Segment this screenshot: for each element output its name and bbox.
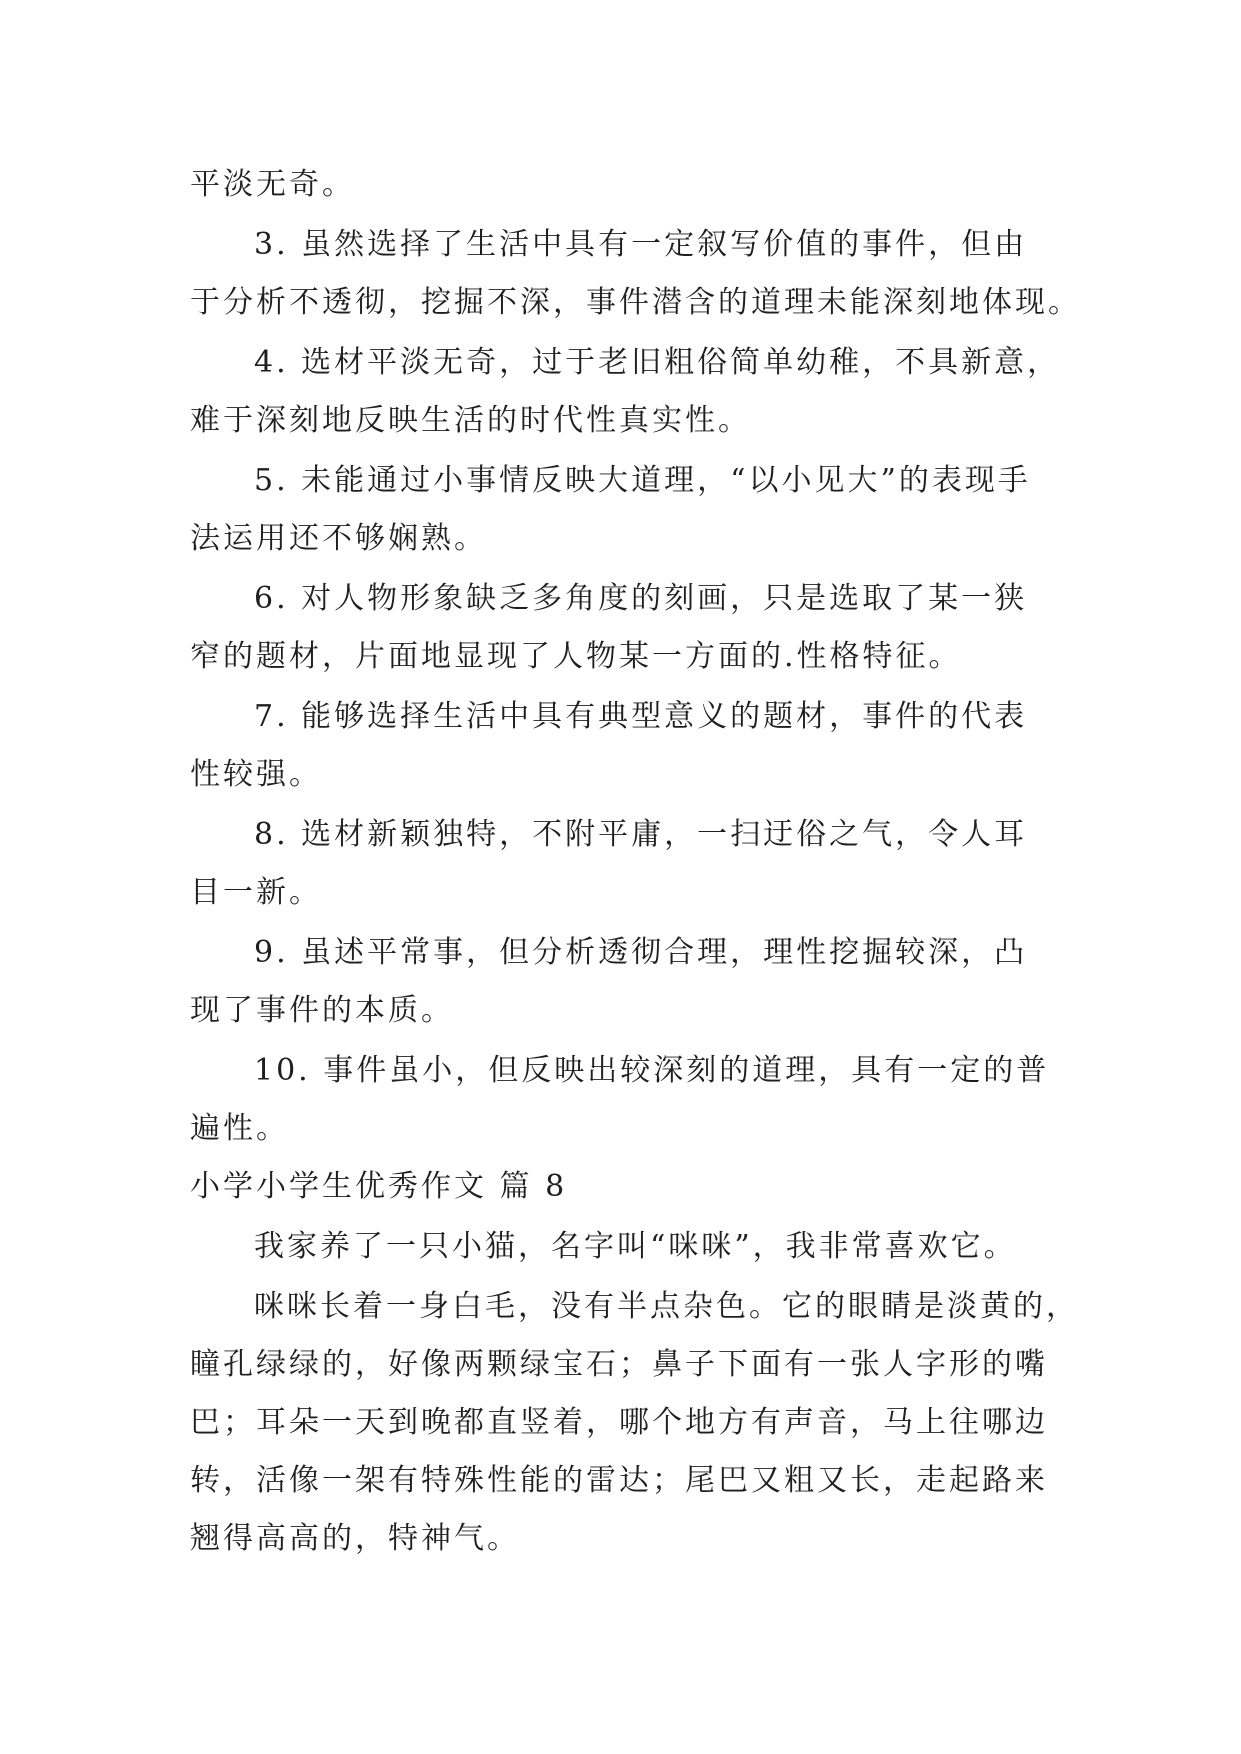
paragraph-line: 3. 虽然选择了生活中具有一定叙写价值的事件，但由 bbox=[254, 227, 1028, 262]
paragraph-line: 10. 事件虽小，但反映出较深刻的道理，具有一定的普 bbox=[254, 1053, 1050, 1088]
paragraph-line: 4. 选材平淡无奇，过于老旧粗俗简单幼稚，不具新意， bbox=[254, 345, 1061, 380]
paragraph-line: 于分析不透彻，挖掘不深，事件潜含的道理未能深刻地体现。 bbox=[190, 285, 1081, 320]
paragraph-line: 窄的题材，片面地显现了人物某一方面的.性格特征。 bbox=[190, 639, 962, 674]
paragraph-line: 难于深刻地反映生活的时代性真实性。 bbox=[190, 403, 751, 438]
essay-line: 巴；耳朵一天到晚都直竖着，哪个地方有声音，马上往哪边 bbox=[190, 1405, 1048, 1440]
paragraph-line: 平淡无奇。 bbox=[190, 167, 355, 202]
paragraph-line: 6. 对人物形象缺乏多角度的刻画，只是选取了某一狭 bbox=[254, 581, 1028, 616]
essay-line: 转，活像一架有特殊性能的雷达；尾巴又粗又长，走起路来 bbox=[190, 1463, 1048, 1498]
essay-line: 咪咪长着一身白毛，没有半点杂色。它的眼睛是淡黄的， bbox=[254, 1289, 1079, 1324]
paragraph-line: 7. 能够选择生活中具有典型意义的题材，事件的代表 bbox=[254, 699, 1028, 734]
section-heading: 小学小学生优秀作文 篇 8 bbox=[190, 1169, 568, 1204]
paragraph-line: 目一新。 bbox=[190, 875, 322, 910]
paragraph-line: 现了事件的本质。 bbox=[190, 993, 454, 1028]
paragraph-line: 性较强。 bbox=[190, 757, 322, 792]
essay-line: 我家养了一只小猫，名字叫“咪咪”，我非常喜欢它。 bbox=[254, 1229, 1017, 1264]
paragraph-line: 5. 未能通过小事情反映大道理，“以小见大”的表现手 bbox=[254, 463, 1031, 498]
paragraph-line: 8. 选材新颖独特，不附平庸，一扫迂俗之气，令人耳 bbox=[254, 817, 1028, 852]
paragraph-line: 法运用还不够娴熟。 bbox=[190, 521, 487, 556]
paragraph-line: 9. 虽述平常事，但分析透彻合理，理性挖掘较深，凸 bbox=[254, 935, 1028, 970]
essay-line: 翘得高高的，特神气。 bbox=[190, 1521, 520, 1556]
essay-line: 瞳孔绿绿的，好像两颗绿宝石；鼻子下面有一张人字形的嘴 bbox=[190, 1347, 1048, 1382]
paragraph-line: 遍性。 bbox=[190, 1111, 289, 1146]
